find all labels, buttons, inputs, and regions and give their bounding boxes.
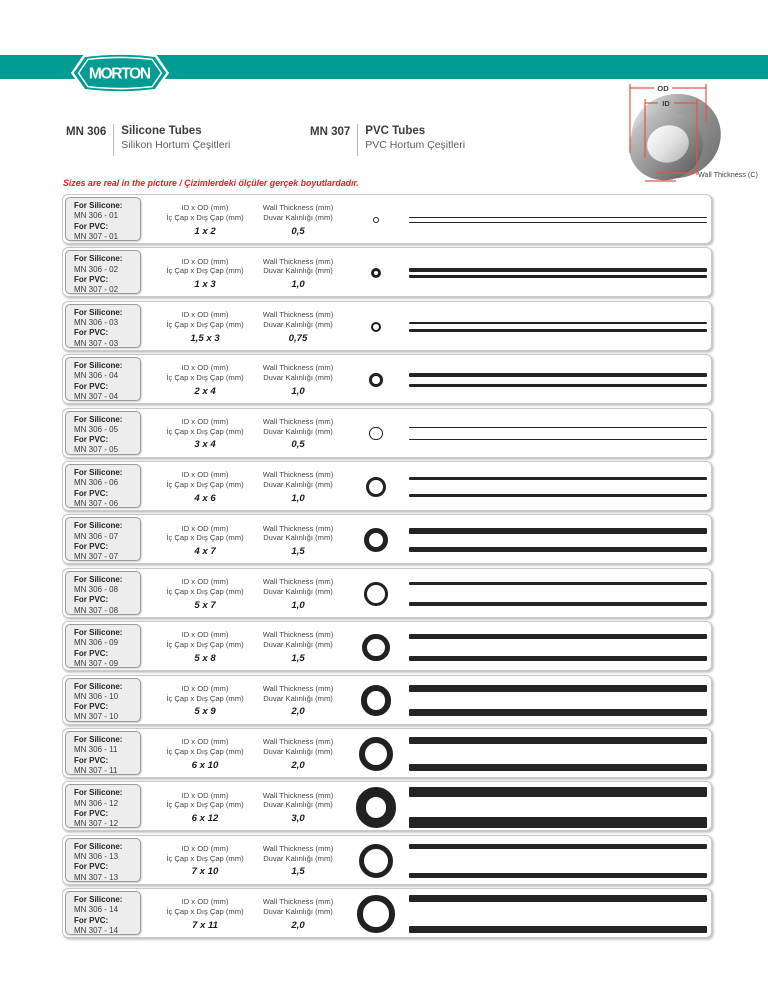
tube-cross-section-icon (357, 895, 394, 932)
wall-header-tr: Duvar Kalınlığı (mm) (263, 800, 333, 810)
product-code-box (65, 411, 141, 455)
od-label: OD (657, 84, 669, 93)
header-silicone (66, 124, 230, 156)
cross-section-cell (346, 836, 406, 886)
wall-header-en: Wall Thickness (mm) (262, 576, 334, 586)
tube-bottom-wall-bar (409, 817, 707, 827)
cross-section-cell (346, 515, 406, 565)
tube-row (62, 301, 712, 351)
product-code-box (65, 304, 141, 348)
for-pvc-label: For PVC: (74, 755, 109, 765)
for-silicone-label: For Silicone: (74, 895, 123, 905)
dims-value: 5 x 9 (194, 706, 216, 718)
silicone-code: MN 306 - 07 (74, 531, 119, 541)
for-silicone-label: For Silicone: (74, 307, 123, 317)
wall-column (239, 248, 357, 298)
wall-header-tr: Duvar Kalınlığı (mm) (263, 479, 333, 489)
silicone-code: MN 306 - 01 (74, 211, 119, 221)
wall-value: 0,5 (291, 225, 305, 237)
wall-column (239, 676, 357, 726)
silicone-code: MN 306 - 05 (74, 424, 119, 434)
for-silicone-label: For Silicone: (74, 361, 123, 371)
wall-header-tr: Duvar Kalınlığı (mm) (263, 533, 333, 543)
tube-bottom-wall-bar (409, 709, 707, 716)
dims-value: 2 x 4 (194, 385, 216, 397)
wall-column (239, 515, 357, 565)
tube-rows (62, 194, 712, 941)
wall-column (239, 409, 357, 459)
dims-header-en: ID x OD (mm) (181, 203, 229, 213)
dims-value: 7 x 11 (192, 919, 218, 931)
cross-section-cell (346, 676, 406, 726)
product-code-box (65, 571, 141, 615)
tube-row (62, 408, 712, 458)
pvc-code: MN 307 - 02 (74, 285, 119, 295)
dims-header-en: ID x OD (mm) (181, 843, 229, 853)
wall-value: 1,0 (291, 279, 305, 291)
wall-header-tr: Duvar Kalınlığı (mm) (263, 373, 333, 383)
dims-header-tr: İç Çap x Dış Çap (mm) (166, 426, 244, 436)
tube-top-wall-bar (409, 268, 707, 271)
for-pvc-label: For PVC: (74, 328, 109, 338)
tube-cross-section-icon (364, 528, 388, 552)
product-code-box (65, 197, 141, 241)
wall-header-en: Wall Thickness (mm) (262, 309, 334, 319)
pvc-code: MN 307 - 14 (74, 925, 119, 935)
silicone-code: MN 306 - 12 (74, 798, 119, 808)
tube-top-wall-bar (409, 528, 707, 533)
dims-header-tr: İç Çap x Dış Çap (mm) (166, 586, 244, 596)
silicone-code: MN 306 - 13 (74, 851, 119, 861)
dims-header-en: ID x OD (mm) (181, 683, 229, 693)
for-silicone-label: For Silicone: (74, 628, 123, 638)
dims-header-tr: İç Çap x Dış Çap (mm) (166, 640, 244, 650)
dims-header-en: ID x OD (mm) (181, 737, 229, 747)
tube-cross-section-icon (371, 268, 381, 278)
tube-side-view (409, 248, 707, 298)
wall-column (239, 622, 357, 672)
dims-header-en: ID x OD (mm) (181, 363, 229, 373)
wall-header-tr: Duvar Kalınlığı (mm) (263, 853, 333, 863)
tube-row (62, 461, 712, 511)
for-pvc-label: For PVC: (74, 648, 109, 658)
silicone-code: MN 306 - 08 (74, 585, 119, 595)
for-silicone-label: For Silicone: (74, 521, 123, 531)
pvc-code: MN 307 - 12 (74, 819, 119, 829)
pvc-code: MN 307 - 07 (74, 552, 119, 562)
for-pvc-label: For PVC: (74, 808, 109, 818)
code-mn306: MN 306 (66, 126, 107, 138)
tube-cross-section-icon (369, 373, 383, 387)
wall-value: 1,0 (291, 492, 305, 504)
for-silicone-label: For Silicone: (74, 254, 123, 264)
brand-wordmark: MORTON (88, 65, 152, 83)
tube-bottom-wall-bar (409, 656, 707, 661)
tube-bottom-wall-bar (409, 494, 707, 497)
dims-value: 1,5 x 3 (190, 332, 220, 344)
tube-cross-section-icon (359, 844, 393, 878)
tube-side-view (409, 302, 707, 352)
tube-cross-section-icon (356, 787, 397, 828)
wall-header-tr: Duvar Kalınlığı (mm) (263, 213, 333, 222)
tube-row (62, 194, 712, 244)
wall-header-en: Wall Thickness (mm) (262, 363, 334, 373)
wall-value: 3,0 (291, 813, 305, 825)
wall-value: 1,0 (291, 385, 305, 397)
tube-cross-section-icon (373, 217, 380, 224)
dims-header-tr: İç Çap x Dış Çap (mm) (166, 479, 244, 489)
tube-row (62, 675, 712, 725)
dims-header-en: ID x OD (mm) (181, 309, 229, 319)
pvc-code: MN 307 - 03 (74, 338, 119, 348)
for-pvc-label: For PVC: (74, 435, 109, 445)
wall-column (239, 302, 357, 352)
wall-header-en: Wall Thickness (mm) (262, 470, 334, 480)
cross-section-cell (346, 622, 406, 672)
tube-cross-section-icon (371, 322, 381, 332)
wall-header-tr: Duvar Kalınlığı (mm) (263, 746, 333, 756)
tube-side-view (409, 622, 707, 672)
tube-bottom-wall-bar (409, 926, 707, 933)
tube-cross-section-icon (361, 685, 392, 716)
product-code-box (65, 517, 141, 561)
dims-value: 5 x 7 (194, 599, 216, 611)
for-pvc-label: For PVC: (74, 915, 109, 925)
tube-row (62, 728, 712, 778)
wall-value: 1,5 (291, 866, 305, 878)
dims-header-en: ID x OD (mm) (181, 256, 229, 266)
wall-column (239, 462, 357, 512)
silicone-title-block (113, 124, 230, 156)
dims-header-en: ID x OD (mm) (181, 523, 229, 533)
wall-header-tr: Duvar Kalınlığı (mm) (263, 907, 333, 917)
pvc-code: MN 307 - 10 (74, 712, 119, 722)
id-label: ID (662, 99, 670, 108)
tube-side-view (409, 782, 707, 832)
real-size-notice: Sizes are real in the picture / Çizimlerdeki ölçüler gerçek boyutlardadır. (63, 178, 359, 188)
dims-value: 6 x 10 (191, 759, 219, 771)
dims-header-en: ID x OD (mm) (181, 630, 229, 640)
cross-section-cell (346, 409, 406, 459)
for-pvc-label: For PVC: (74, 541, 109, 551)
wall-header-en: Wall Thickness (mm) (262, 523, 334, 533)
tube-row (62, 888, 712, 938)
silicone-code: MN 306 - 09 (74, 638, 119, 648)
dims-value: 1 x 3 (194, 279, 216, 291)
pvc-code: MN 307 - 09 (74, 659, 119, 669)
for-silicone-label: For Silicone: (74, 841, 123, 851)
tube-row (62, 247, 712, 297)
tube-side-view (409, 676, 707, 726)
tube-top-wall-bar (409, 582, 707, 585)
silicone-code: MN 306 - 06 (74, 478, 119, 488)
wall-column (239, 889, 357, 939)
wall-value: 0,75 (288, 332, 308, 344)
tube-bottom-wall-bar (409, 384, 707, 387)
pvc-code: MN 307 - 04 (74, 392, 119, 402)
tube-row (62, 514, 712, 564)
tube-top-wall-bar (409, 737, 707, 744)
wall-header-tr: Duvar Kalınlığı (mm) (263, 426, 333, 436)
wall-header-tr: Duvar Kalınlığı (mm) (263, 586, 333, 596)
tube-top-wall-bar (409, 895, 707, 902)
silicone-code: MN 306 - 04 (74, 371, 119, 381)
dims-header-en: ID x OD (mm) (181, 576, 229, 586)
product-code-box (65, 838, 141, 882)
tube-bottom-wall-bar (409, 329, 707, 332)
dims-value: 3 x 4 (194, 439, 216, 451)
dims-header-tr: İç Çap x Dış Çap (mm) (166, 907, 244, 917)
dims-header-tr: İç Çap x Dış Çap (mm) (166, 800, 244, 810)
for-pvc-label: For PVC: (74, 488, 109, 498)
tube-dimension-diagram (610, 80, 768, 192)
tube-cross-section-icon (362, 634, 389, 661)
tube-cross-section-icon (369, 427, 383, 441)
wall-column (239, 355, 357, 405)
for-silicone-label: For Silicone: (74, 574, 123, 584)
tube-top-wall-bar (409, 217, 707, 219)
tube-top-wall-bar (409, 477, 707, 480)
cross-section-cell (346, 462, 406, 512)
tube-side-view (409, 409, 707, 459)
for-pvc-label: For PVC: (74, 702, 109, 712)
dims-header-tr: İç Çap x Dış Çap (mm) (166, 213, 244, 222)
wall-header-en: Wall Thickness (mm) (262, 683, 334, 693)
tube-cross-section-icon (366, 477, 386, 497)
wall-header-en: Wall Thickness (mm) (262, 897, 334, 907)
for-silicone-label: For Silicone: (74, 734, 123, 744)
cross-section-cell (346, 195, 406, 245)
wall-header-en: Wall Thickness (mm) (262, 256, 334, 266)
pvc-title: PVC Tubes (365, 125, 426, 137)
product-code-box (65, 250, 141, 294)
pvc-title-block (357, 124, 465, 156)
silicone-subtitle: Silikon Hortum Çeşitleri (121, 139, 231, 151)
morton-logo-icon (70, 51, 170, 95)
pvc-code: MN 307 - 05 (74, 445, 119, 455)
tube-bottom-wall-bar (409, 275, 707, 278)
code-mn307: MN 307 (310, 126, 351, 138)
tube-top-wall-bar (409, 844, 707, 849)
tube-top-wall-bar (409, 322, 707, 325)
wall-header-en: Wall Thickness (mm) (262, 737, 334, 747)
tube-top-wall-bar (409, 685, 707, 692)
dims-header-en: ID x OD (mm) (181, 416, 229, 426)
tube-side-view (409, 729, 707, 779)
dims-header-tr: İç Çap x Dış Çap (mm) (166, 853, 244, 863)
tube-bottom-wall-bar (409, 439, 707, 441)
tube-side-view (409, 195, 707, 245)
tube-top-wall-bar (409, 427, 707, 429)
tube-bottom-wall-bar (409, 764, 707, 771)
cross-section-cell (346, 889, 406, 939)
for-pvc-label: For PVC: (74, 595, 109, 605)
wall-value: 0,5 (291, 439, 305, 451)
dims-value: 7 x 10 (191, 866, 219, 878)
wall-column (239, 569, 357, 619)
silicone-code: MN 306 - 14 (74, 905, 119, 915)
tube-3d-icon (610, 80, 768, 192)
silicone-title: Silicone Tubes (121, 125, 202, 137)
silicone-code: MN 306 - 11 (74, 745, 118, 755)
morton-logo (70, 51, 170, 95)
wall-header-tr: Duvar Kalınlığı (mm) (263, 266, 333, 276)
wall-value: 1,5 (291, 546, 305, 558)
tube-bottom-wall-bar (409, 602, 707, 605)
wall-column (239, 195, 357, 245)
cross-section-cell (346, 729, 406, 779)
dims-header-tr: İç Çap x Dış Çap (mm) (166, 319, 244, 329)
tube-side-view (409, 836, 707, 886)
tube-row (62, 354, 712, 404)
dims-header-tr: İç Çap x Dış Çap (mm) (166, 533, 244, 543)
wall-column (239, 729, 357, 779)
for-silicone-label: For Silicone: (74, 681, 123, 691)
wall-value: 1,5 (291, 652, 305, 664)
cross-section-cell (346, 569, 406, 619)
tube-side-view (409, 515, 707, 565)
dims-header-tr: İç Çap x Dış Çap (mm) (166, 373, 244, 383)
tube-cross-section-icon (364, 582, 388, 606)
dims-header-tr: İç Çap x Dış Çap (mm) (166, 266, 244, 276)
silicone-code: MN 306 - 03 (74, 318, 119, 328)
tube-bottom-wall-bar (409, 873, 707, 878)
dims-value: 1 x 2 (194, 225, 216, 237)
pvc-code: MN 307 - 01 (74, 231, 119, 241)
product-code-box (65, 731, 141, 775)
pvc-code: MN 307 - 13 (74, 872, 119, 882)
wall-header-en: Wall Thickness (mm) (262, 630, 334, 640)
pvc-code: MN 307 - 08 (74, 605, 119, 615)
wall-value: 2,0 (291, 919, 305, 931)
product-code-box (65, 464, 141, 508)
tube-side-view (409, 889, 707, 939)
dims-header-en: ID x OD (mm) (181, 470, 229, 480)
cross-section-cell (346, 302, 406, 352)
dims-value: 4 x 7 (194, 546, 216, 558)
dims-value: 5 x 8 (194, 652, 216, 664)
dims-value: 4 x 6 (194, 492, 216, 504)
dims-header-en: ID x OD (mm) (181, 897, 229, 907)
tube-cross-section-icon (359, 737, 393, 771)
wall-value: 2,0 (291, 759, 305, 771)
silicone-code: MN 306 - 10 (74, 691, 119, 701)
product-code-box (65, 784, 141, 828)
tube-side-view (409, 462, 707, 512)
tube-row (62, 835, 712, 885)
wall-thickness-label: Wall Thickness (C) (698, 170, 758, 179)
tube-row (62, 781, 712, 831)
cross-section-cell (346, 782, 406, 832)
for-pvc-label: For PVC: (74, 274, 109, 284)
tube-row (62, 568, 712, 618)
tube-top-wall-bar (409, 634, 707, 639)
wall-header-en: Wall Thickness (mm) (262, 203, 334, 213)
header-pvc (310, 124, 465, 156)
dims-header-tr: İç Çap x Dış Çap (mm) (166, 693, 244, 703)
tube-bottom-wall-bar (409, 547, 707, 552)
for-pvc-label: For PVC: (74, 221, 109, 231)
wall-column (239, 782, 357, 832)
wall-column (239, 836, 357, 886)
product-code-box (65, 891, 141, 935)
for-silicone-label: For Silicone: (74, 467, 123, 477)
for-silicone-label: For Silicone: (74, 788, 123, 798)
wall-header-tr: Duvar Kalınlığı (mm) (263, 319, 333, 329)
wall-header-tr: Duvar Kalınlığı (mm) (263, 640, 333, 650)
cross-section-cell (346, 355, 406, 405)
pvc-subtitle: PVC Hortum Çeşitleri (365, 139, 466, 151)
for-silicone-label: For Silicone: (74, 414, 123, 424)
tube-side-view (409, 569, 707, 619)
tube-row (62, 621, 712, 671)
for-silicone-label: For Silicone: (74, 201, 123, 210)
wall-header-tr: Duvar Kalınlığı (mm) (263, 693, 333, 703)
dims-header-tr: İç Çap x Dış Çap (mm) (166, 746, 244, 756)
wall-header-en: Wall Thickness (mm) (262, 416, 334, 426)
silicone-code: MN 306 - 02 (74, 264, 119, 274)
wall-value: 1,0 (291, 599, 305, 611)
tube-bottom-wall-bar (409, 222, 707, 224)
dims-header-en: ID x OD (mm) (181, 790, 229, 800)
tube-top-wall-bar (409, 787, 707, 797)
pvc-code: MN 307 - 06 (74, 498, 119, 508)
dims-value: 6 x 12 (191, 813, 219, 825)
for-pvc-label: For PVC: (74, 381, 109, 391)
wall-value: 2,0 (291, 706, 305, 718)
wall-header-en: Wall Thickness (mm) (262, 790, 334, 800)
pvc-code: MN 307 - 11 (74, 765, 118, 775)
product-code-box (65, 624, 141, 668)
tube-top-wall-bar (409, 373, 707, 376)
tube-side-view (409, 355, 707, 405)
product-code-box (65, 678, 141, 722)
cross-section-cell (346, 248, 406, 298)
wall-header-en: Wall Thickness (mm) (262, 843, 334, 853)
for-pvc-label: For PVC: (74, 862, 109, 872)
product-code-box (65, 357, 141, 401)
